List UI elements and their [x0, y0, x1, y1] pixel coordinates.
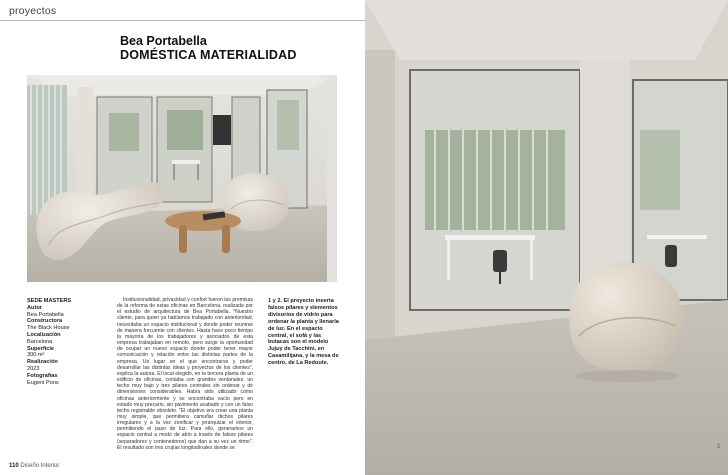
credit-label: Autor: [27, 304, 42, 311]
page-number: 110: [9, 463, 19, 469]
photo-armchair: [365, 0, 728, 475]
credit-value: Bea Portabella: [27, 311, 64, 318]
credit-label: Superficie: [27, 345, 55, 352]
body-paragraph: Institucionalidad, privacidad y confort fueron las premisas de la reforma de estas oficinas en Barcelona, realizada por el estudio de arquitectura de Bea Portabella. "Nuestro cliente, para quien ya habíamos trabajado con anterioridad, necesitaba un espacio institucional y donde poder reunirse de manera frecuente con clientes. Hasta hace poco tiempo la mayoría de los trabajadores y asociados de esta empresa trabajaban en remoto, pero surge la oportunidad de ocupar un nuevo espacio donde poder tener mayor comunicación y relación entre las distintas partes de la empresa. Un lugar en el que encontrarse y poder desarrollar las distintas ideas y proyectos de los clientes", explica la autora. El local elegido, en la tercera planta de un edificio de oficinas, contaba con grandes ventanales, un techo muy bajo y tres pilares centrales sin ordenar y de dimensiones considerables. Había sido utilizado como oficinas anteriormente y se encontraba vacío pero en estado muy precario, sin pavimento acabado y con un falso techo registrable obsoleto. "El objetivo era crear una planta muy simple, que permitiera camuflar dichos pilares irregulares y a la vez zonificar y jerarquizar el interior, permitiendo el paso de luz. Para ello, generamos un espacio central a modo de atrio a través de falsos pilares (separadores y contenedores) que dan a su vez un ritmo". El resultado son tres crujías longitudinales donde se: [117, 297, 253, 451]
title-architect: Bea Portabella: [120, 34, 207, 48]
credit-value: The Black House: [27, 325, 70, 332]
publication-name: Diseño Interior: [20, 463, 60, 469]
photo-lounge: [27, 75, 337, 282]
title-project: DOMÉSTICA MATERIALIDAD: [120, 48, 297, 62]
header-rule: [0, 20, 365, 21]
lounge-illustration: [27, 75, 337, 282]
credits-list: [27, 298, 99, 386]
photo-number: 3: [716, 444, 720, 450]
credit-value: 2023: [27, 365, 40, 372]
article-body: [117, 297, 253, 451]
article-title: [120, 34, 297, 62]
credit-label: Localización: [27, 331, 61, 338]
section-label: proyectos: [9, 5, 57, 17]
page-folio: [9, 463, 59, 469]
credit-label: SEDE MASTERS: [27, 298, 72, 304]
credit-label: Constructora: [27, 318, 63, 325]
credit-label: Fotografías: [27, 372, 58, 379]
credit-value: 300 m²: [27, 352, 45, 359]
right-page: [365, 0, 728, 475]
credit-value: Eugeni Pons: [27, 379, 59, 386]
credit-label: Realización: [27, 359, 58, 366]
credit-value: Barcelona: [27, 338, 53, 345]
photo-caption: 1 y 2. El proyecto inserta falsos pilares y elementos divisorios de vidrio para ordenar la planta y llenarla de luz. En el espacio central, el sofá y las butacas son el modelo Jujuy de Tacchini, en Casamilijana, y la mesa de centro, de La Redoute.: [268, 298, 339, 367]
